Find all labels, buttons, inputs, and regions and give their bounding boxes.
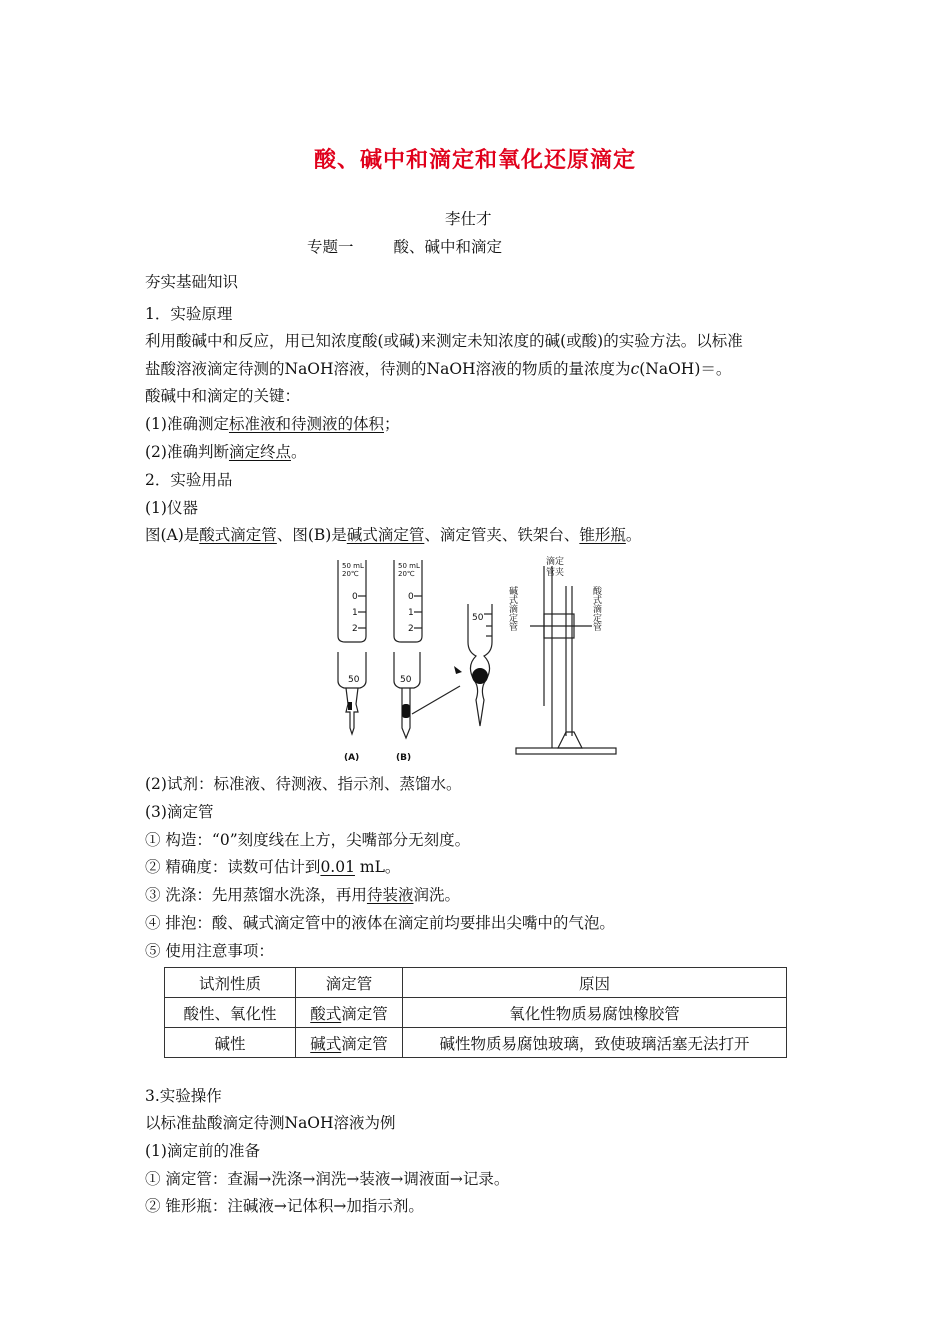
flask-answer: 锥形瓶 (579, 526, 626, 544)
key-point-1-prefix: (1)准确测定 (145, 415, 229, 433)
caption-b: 、图(B)是 (276, 526, 347, 544)
tube-a-volume: 50 mL (342, 562, 364, 570)
item-bubbles: ④ 排泡：酸、碱式滴定管中的液体在滴定前均要排出尖嘴中的气泡。 (145, 914, 615, 932)
header-reason: 原因 (403, 968, 787, 998)
caption-a: 图(A)是 (145, 526, 200, 544)
precision-answer: 0.01 (320, 858, 355, 876)
cell-reagent: 酸性、氧化性 (165, 998, 296, 1028)
key-point-2-suffix: 。 (290, 443, 307, 461)
tube-a-temp: 20℃ (342, 570, 359, 578)
cell-reason: 氧化性物质易腐蚀橡胶管 (403, 998, 787, 1028)
prep-flask: ② 锥形瓶：注碱液→记体积→加指示剂。 (145, 1197, 424, 1215)
header-burette: 滴定管 (296, 968, 403, 998)
glass-bead (472, 668, 488, 684)
key-point-2-prefix: (2)准确判断 (145, 443, 229, 461)
preparation-subheading: (1)滴定前的准备 (145, 1142, 260, 1160)
operation-heading: 3.实验操作 (145, 1087, 222, 1105)
reagents-line: (2)试剂：标准液、待测液、指示剂、蒸馏水。 (145, 775, 462, 793)
precision-prefix: ② 精确度：读数可估计到 (145, 858, 321, 876)
tick-a-2: 2 (352, 624, 358, 634)
base-burette-answer: 碱式滴定管 (346, 526, 425, 544)
cell-burette-text: 滴定管 (341, 1004, 388, 1023)
precision-suffix: mL。 (354, 858, 401, 876)
conical-flask (558, 732, 582, 748)
cell-burette-answer: 酸式 (310, 1004, 342, 1023)
stand-base (516, 748, 616, 754)
tick-b-2: 2 (408, 624, 414, 634)
usage-notes-table (164, 967, 787, 1058)
key-point-2 (145, 442, 307, 462)
concentration-symbol: c (630, 360, 640, 378)
mark-a-50: 50 (348, 675, 360, 685)
tube-b-temp: 20℃ (398, 570, 415, 578)
key-point-1-answer: 标准液和待测液的体积 (228, 415, 384, 433)
base-burette-label: 碱式滴定管 (507, 586, 517, 631)
principle-line-2-text: 盐酸溶液滴定待测的NaOH溶液，待测的NaOH溶液的物质的量浓度为 (145, 360, 631, 378)
tube-b-volume: 50 mL (398, 562, 420, 570)
item-notes: ⑤ 使用注意事项： (145, 942, 274, 960)
clamp-label-1: 滴定 (546, 557, 565, 567)
cell-burette-answer: 碱式 (310, 1034, 342, 1053)
principle-line-2-end: (NaOH)＝。 (639, 360, 732, 378)
arrow-line (412, 686, 460, 714)
item-precision (145, 857, 400, 877)
supplies-heading: 2．实验用品 (145, 471, 233, 489)
topic-name: 酸、碱中和滴定 (393, 238, 503, 256)
principle-line-2 (145, 359, 731, 379)
cell-burette (296, 1028, 403, 1058)
topic-line (307, 237, 502, 257)
label-a: (A) (344, 753, 360, 763)
document-title: 酸、碱中和滴定和氧化还原滴定 (313, 148, 636, 173)
acid-burette-label: 酸式滴定管 (591, 586, 601, 631)
instruments-subheading: (1)仪器 (145, 499, 198, 517)
item-structure: ① 构造：“0”刻度线在上方，尖嘴部分无刻度。 (145, 831, 471, 849)
key-point-1 (145, 414, 400, 434)
key-points-heading: 酸碱中和滴定的关键： (145, 387, 301, 405)
burette-subheading: (3)滴定管 (145, 803, 214, 821)
caption-c: 、滴定管夹、铁架台、 (424, 526, 580, 544)
cell-burette-text: 滴定管 (341, 1034, 388, 1053)
table-row (165, 998, 787, 1028)
washing-answer: 待装液 (366, 886, 414, 904)
tick-b-0: 0 (408, 592, 414, 602)
acid-burette-answer: 酸式滴定管 (199, 526, 277, 544)
key-point-1-suffix: ； (383, 415, 400, 433)
washing-prefix: ③ 洗涤：先用蒸馏水洗涤，再用 (145, 886, 367, 904)
cell-reagent: 碱性 (165, 1028, 296, 1058)
principle-heading: 1．实验原理 (145, 305, 233, 323)
cell-burette (296, 998, 403, 1028)
section-heading: 夯实基础知识 (145, 273, 239, 291)
item-washing (145, 885, 460, 905)
washing-suffix: 润洗。 (413, 886, 460, 904)
arrow-pointer (454, 666, 462, 674)
operation-intro: 以标准盐酸滴定待测NaOH溶液为例 (145, 1114, 396, 1132)
tick-a-0: 0 (352, 592, 358, 602)
mark-b-50: 50 (400, 675, 412, 685)
tick-a-1: 1 (352, 608, 358, 618)
principle-line-1: 利用酸碱中和反应，用已知浓度酸(或碱)来测定未知浓度的碱(或酸)的实验方法。以标准 (145, 332, 743, 350)
author: 李仕才 (445, 210, 492, 228)
clamp-label-2: 管夹 (546, 568, 565, 578)
label-b: (B) (396, 753, 412, 763)
key-point-2-answer: 滴定终点 (228, 443, 291, 461)
tick-b-1: 1 (408, 608, 414, 618)
burette-figure (330, 556, 620, 768)
cell-reason: 碱性物质易腐蚀玻璃，致使玻璃活塞无法打开 (403, 1028, 787, 1058)
table-header-row (165, 968, 787, 998)
topic-label: 专题一 (307, 238, 354, 256)
caption-d: 。 (625, 526, 642, 544)
table-row (165, 1028, 787, 1058)
zoom-mark-50: 50 (472, 613, 484, 623)
prep-burette: ① 滴定管：查漏→洗涤→润洗→装液→调液面→记录。 (145, 1170, 510, 1188)
figure-caption-line (145, 525, 641, 545)
header-reagent: 试剂性质 (165, 968, 296, 998)
